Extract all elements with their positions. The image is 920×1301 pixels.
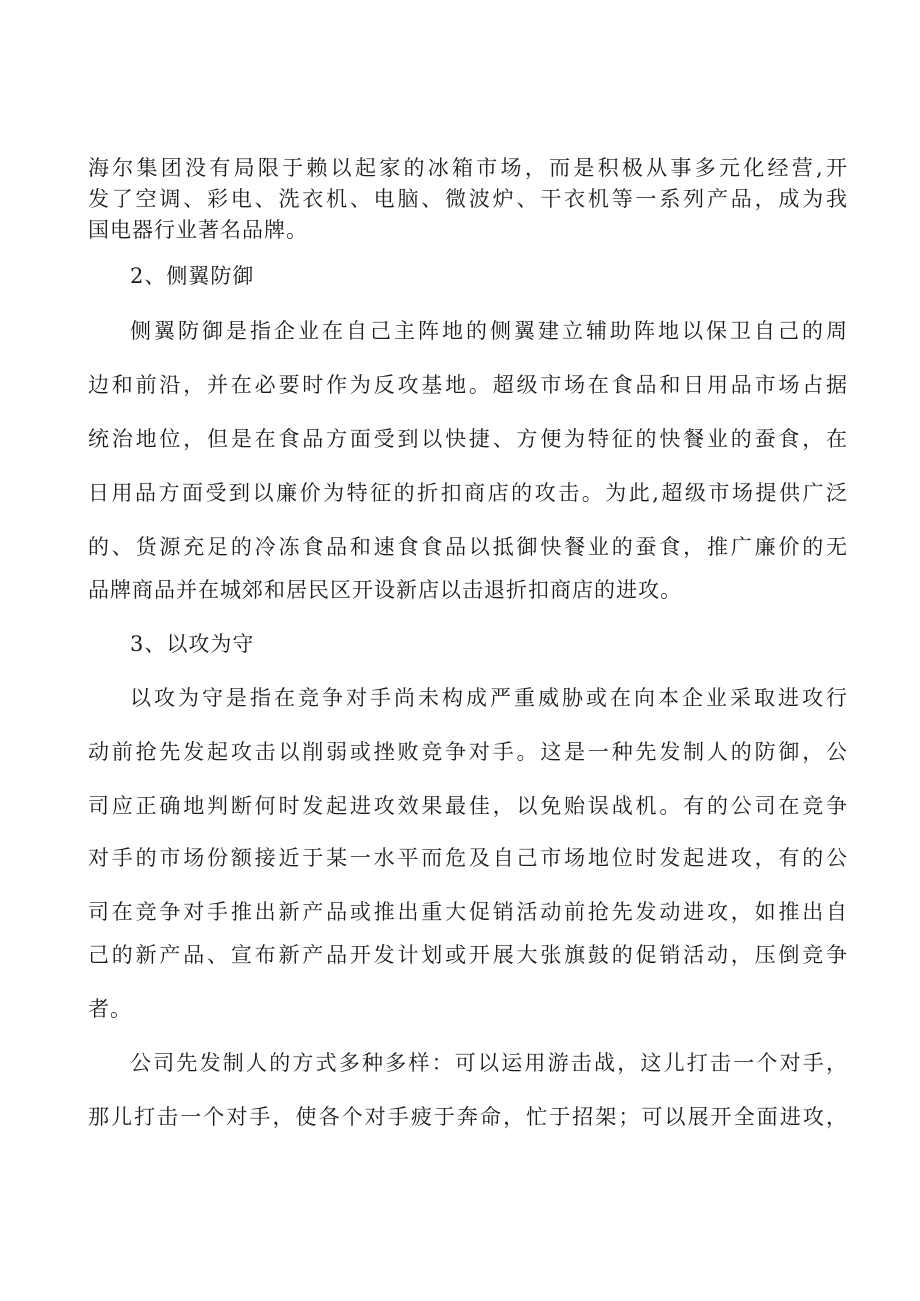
paragraph-line: 司在竞争对手推出新产品或推出重大促销活动前抢先发动进攻，如推出自	[88, 900, 848, 924]
paragraph-line: 国电器行业著名品牌。	[88, 218, 308, 242]
paragraph-line: 司应正确地判断何时发起进攻效果最佳，以免贻误战机。有的公司在竞争	[88, 794, 848, 818]
paragraph-line: 者。	[88, 997, 132, 1021]
paragraph-line: 的、货源充足的冷冻食品和速食食品以抵御快餐业的蚕食，推广廉价的无	[88, 535, 848, 559]
section-heading: 3、以攻为守	[130, 632, 255, 656]
paragraph-line: 发了空调、彩电、洗衣机、电脑、微波炉、干衣机等一系列产品，成为我	[88, 187, 848, 211]
paragraph-line: 日用品方面受到以廉价为特征的折扣商店的攻击。为此,超级市场提供广泛	[88, 481, 848, 505]
paragraph-line: 海尔集团没有局限于赖以起家的冰箱市场，而是积极从事多元化经营,开	[88, 156, 848, 180]
section-heading: 2、侧翼防御	[130, 264, 255, 288]
paragraph-line: 公司先发制人的方式多种多样：可以运用游击战，这儿打击一个对手，	[130, 1051, 848, 1075]
paragraph-line: 动前抢先发起攻击以削弱或挫败竞争对手。这是一种先发制人的防御，公	[88, 740, 848, 764]
paragraph-line: 品牌商品并在城郊和居民区开设新店以击退折扣商店的进攻。	[88, 578, 682, 602]
paragraph-line: 对手的市场份额接近于某一水平而危及自己市场地位时发起进攻，有的公	[88, 846, 848, 870]
paragraph-line: 边和前沿，并在必要时作为反攻基地。超级市场在食品和日用品市场占据	[88, 373, 848, 397]
paragraph-line: 己的新产品、宣布新产品开发计划或开展大张旗鼓的促销活动，压倒竞争	[88, 943, 848, 967]
paragraph-line: 以攻为守是指在竞争对手尚未构成严重威胁或在向本企业采取进攻行	[130, 686, 848, 710]
paragraph-line: 那儿打击一个对手，使各个对手疲于奔命，忙于招架；可以展开全面进攻，	[88, 1105, 848, 1129]
paragraph-line: 统治地位，但是在食品方面受到以快捷、方便为特征的快餐业的蚕食，在	[88, 427, 848, 451]
paragraph-line: 侧翼防御是指企业在自己主阵地的侧翼建立辅助阵地以保卫自己的周	[130, 319, 848, 343]
